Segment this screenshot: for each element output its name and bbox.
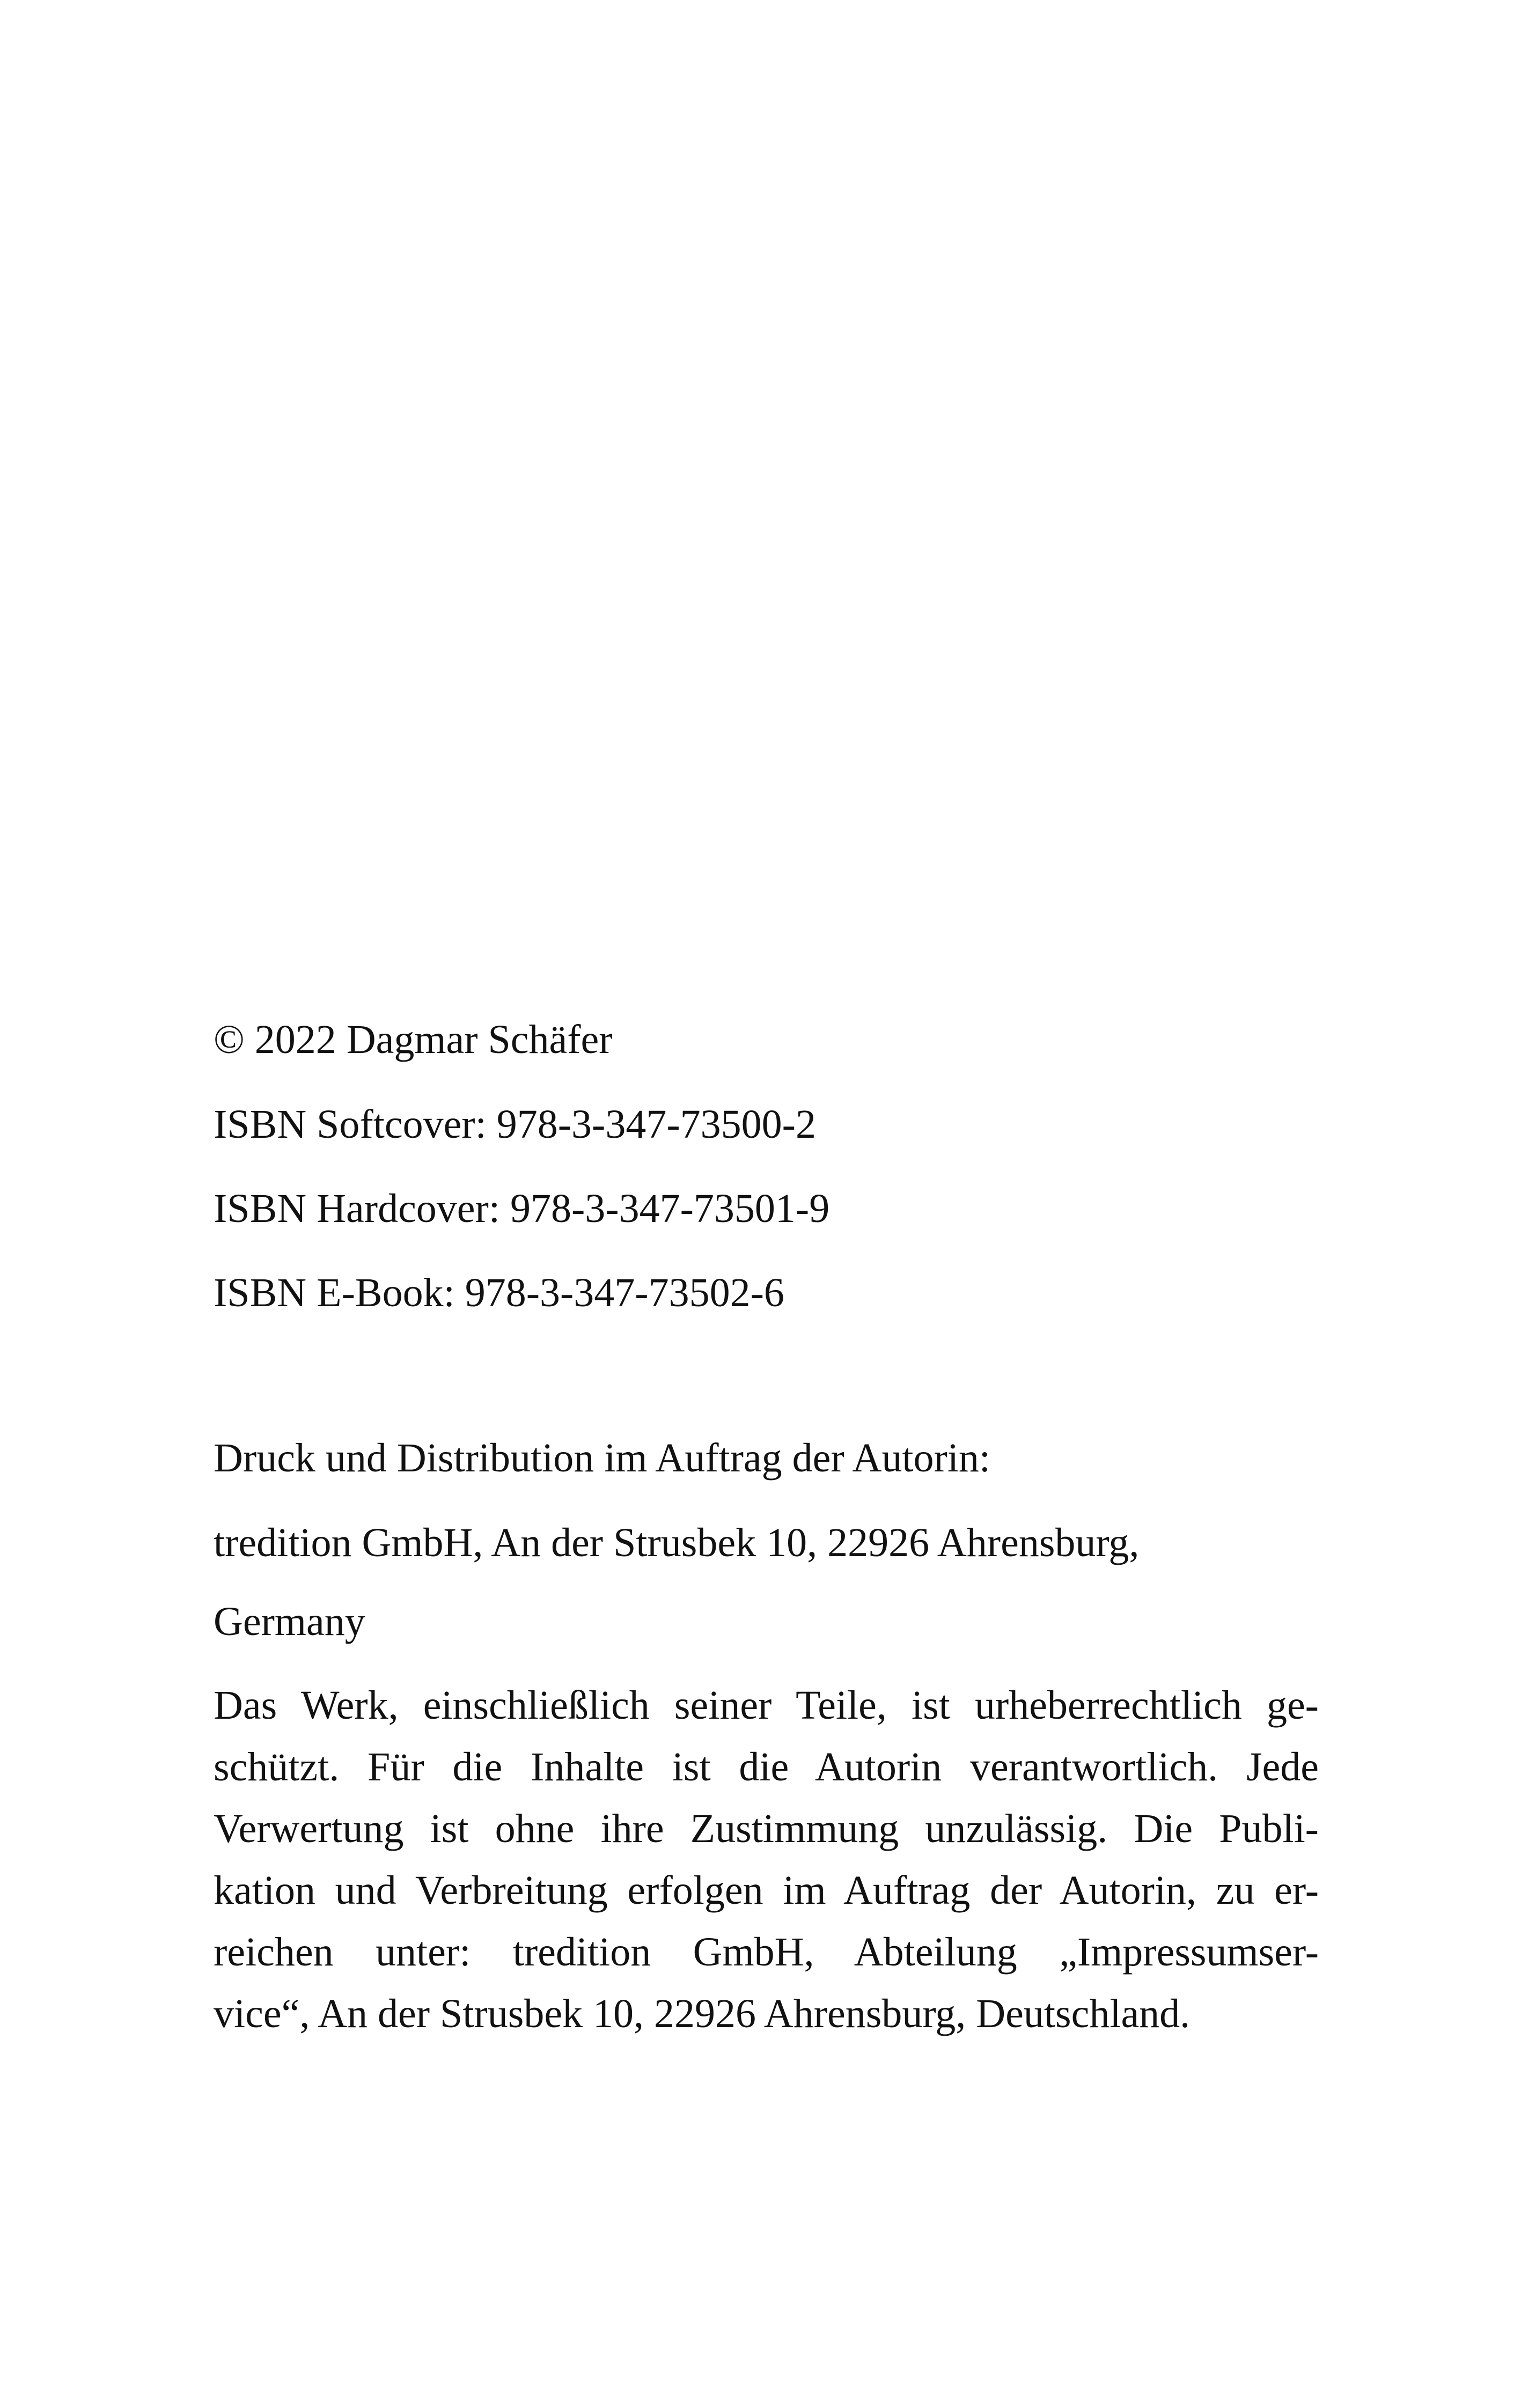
rights-notice [214,1675,1319,2045]
printer-country: Germany [214,1599,365,1644]
rights-notice-line: kation und Verbreitung erfolgen im Auftrag der Autorin, zu er- [214,1868,1319,1913]
rights-notice-line: reichen unter: tredition GmbH, Abteilung „Impressumser- [214,1930,1319,1975]
rights-notice-line: Das Werk, einschließlich seiner Teile, ist urheberrechtlich ge- [214,1683,1319,1728]
isbn-hardcover: ISBN Hardcover: 978-3-347-73501-9 [214,1186,830,1231]
printer-heading: Druck und Distribution im Auftrag der Autorin: [214,1435,991,1481]
isbn-ebook: ISBN E-Book: 978-3-347-73502-6 [214,1270,784,1315]
printer-address: tredition GmbH, An der Strusbek 10, 22926 Ahrensburg, [214,1520,1140,1565]
rights-notice-line: schützt. Für die Inhalte ist die Autorin verantwortlich. Jede [214,1744,1319,1790]
rights-notice-line: Verwertung ist ohne ihre Zustimmung unzulässig. Die Publi- [214,1806,1319,1851]
rights-notice-line: vice“, An der Strusbek 10, 22926 Ahrensburg, Deutschland. [214,1991,1191,2036]
copyright-line: © 2022 Dagmar Schäfer [214,1017,613,1062]
isbn-softcover: ISBN Softcover: 978-3-347-73500-2 [214,1102,816,1147]
